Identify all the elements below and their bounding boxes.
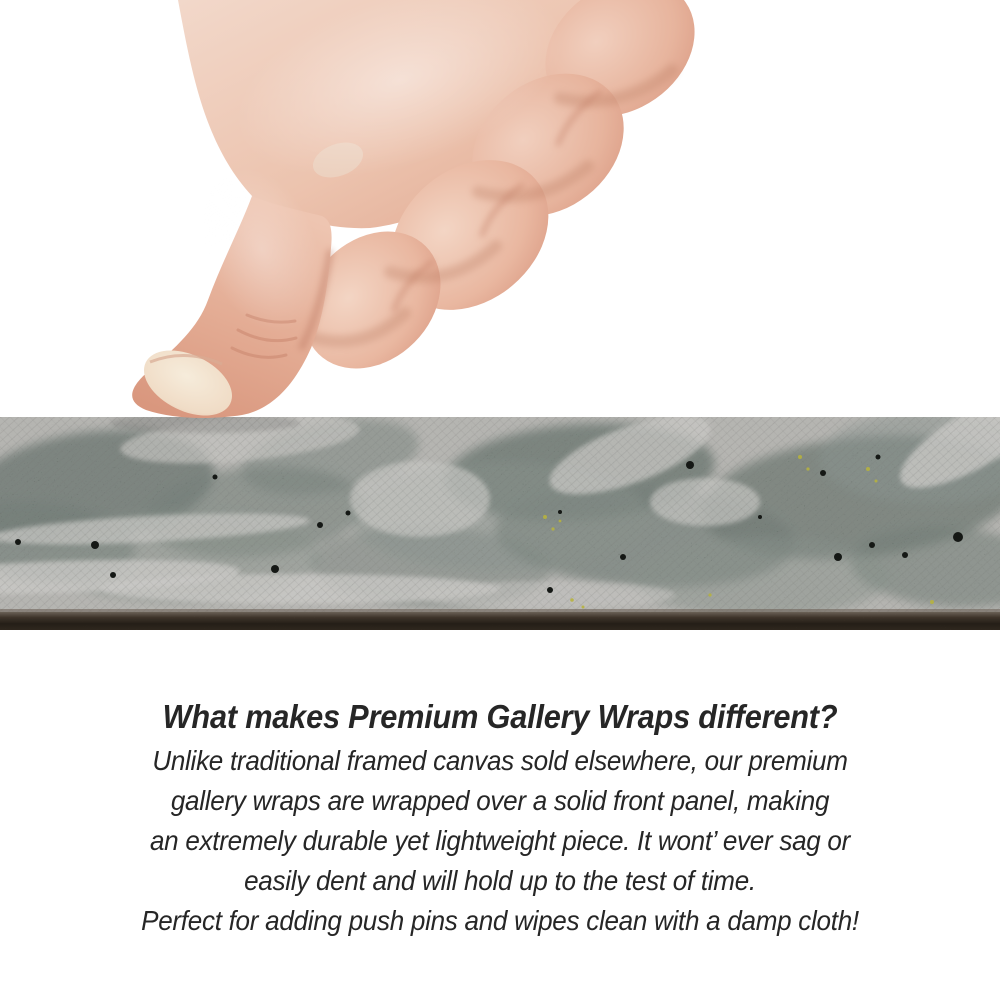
hand-illustration	[132, 0, 721, 422]
hand-press-photo	[0, 0, 1000, 422]
canvas-texture-strip	[0, 417, 1000, 630]
canvas-dark-edge	[0, 609, 1000, 630]
info-line-4: easily dent and will hold up to the test of time.	[244, 865, 756, 896]
info-section	[35, 698, 965, 941]
info-line-3: an extremely durable yet lightweight piece. It wont’ ever sag or	[149, 825, 851, 856]
info-line-1: Unlike traditional framed canvas sold elsewhere, our premium	[152, 745, 848, 776]
info-line-2: gallery wraps are wrapped over a solid front panel, making	[170, 785, 830, 816]
canvas-texture	[0, 417, 1000, 617]
info-title: What makes Premium Gallery Wraps different?	[162, 698, 838, 735]
info-line-5: Perfect for adding push pins and wipes clean with a damp cloth!	[141, 905, 859, 936]
